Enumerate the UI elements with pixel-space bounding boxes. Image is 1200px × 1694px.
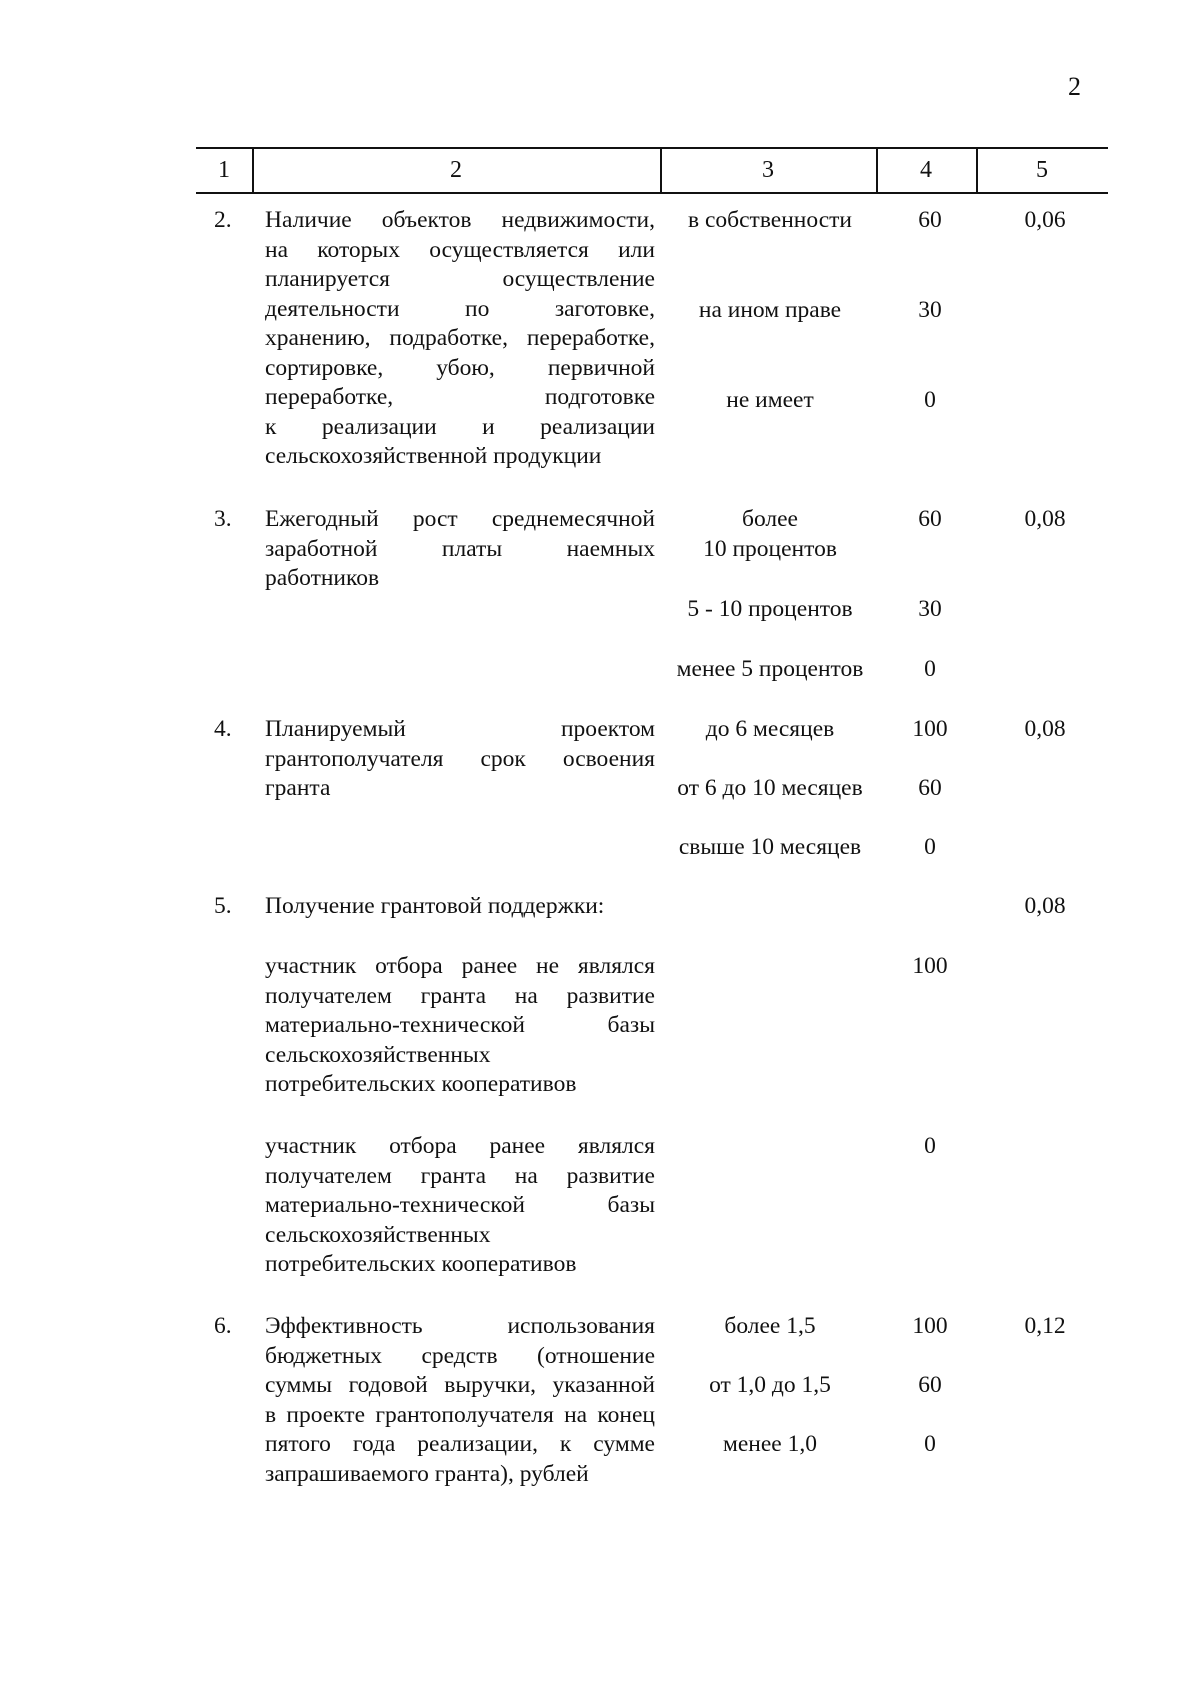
option-value: менее 1,0 <box>723 1431 817 1457</box>
criterion-text: Получение грантовой поддержки: <box>265 893 605 919</box>
header-cell-3: 3 <box>762 157 774 183</box>
row-number: 3. <box>214 506 232 532</box>
option-points: 60 <box>918 506 942 532</box>
weight-value: 0,08 <box>1024 506 1066 532</box>
option-points: 100 <box>912 953 948 979</box>
option-value: от 6 до 10 месяцев <box>677 775 863 801</box>
option-value: до 6 месяцев <box>705 716 835 742</box>
page-number: 2 <box>1068 72 1081 101</box>
option-points: 0 <box>924 834 936 860</box>
criterion-text: Ежегодный рост среднемесячной заработной платы наемных работников <box>265 506 655 591</box>
option-value: 5 - 10 процентов <box>687 596 853 622</box>
row-number: 2. <box>214 207 232 233</box>
criterion-text: Наличие объектов недвижимости, на которых осуществляется или планируется осуществление деятельности по заготовке, хранению, подработке, переработке, сортировке, убою, первичной переработке, подготовке к реализации и реализации сельскохозяйственной продукции <box>265 207 655 469</box>
option-value: более 1,5 <box>724 1313 816 1339</box>
option-points: 0 <box>924 387 936 413</box>
sub-option-text: участник отбора ранее не являлся получателем гранта на развитие материально-технической базы сельскохозяйственных потребительских кооперативов <box>265 953 655 1097</box>
option-value: менее 5 процентов <box>676 656 864 682</box>
option-points: 60 <box>918 1372 942 1398</box>
header-cell-4: 4 <box>920 157 932 183</box>
row-number: 5. <box>214 893 232 919</box>
option-value: от 1,0 до 1,5 <box>709 1372 831 1398</box>
option-points: 100 <box>912 716 948 742</box>
weight-value: 0,08 <box>1024 716 1066 742</box>
header-cell-1: 1 <box>218 157 230 183</box>
criterion-text: Планируемый проектом грантополучателя срок освоения гранта <box>265 716 655 801</box>
option-points: 30 <box>918 297 942 323</box>
option-points: 0 <box>924 1431 936 1457</box>
option-value: на ином праве <box>698 297 842 323</box>
option-points: 60 <box>918 207 942 233</box>
option-value: не имеет <box>726 387 814 413</box>
table-header <box>196 147 1108 194</box>
option-points: 100 <box>912 1313 948 1339</box>
header-cell-5: 5 <box>1036 157 1048 183</box>
row-number: 6. <box>214 1313 232 1339</box>
option-points: 0 <box>924 656 936 682</box>
weight-value: 0,08 <box>1024 893 1066 919</box>
option-value: свыше 10 месяцев <box>678 834 862 860</box>
option-points: 60 <box>918 775 942 801</box>
header-cell-2: 2 <box>450 157 462 183</box>
weight-value: 0,12 <box>1024 1313 1066 1339</box>
option-points: 0 <box>924 1133 936 1159</box>
row-number: 4. <box>214 716 232 742</box>
criterion-text: Эффективность использования бюджетных средств (отношение суммы годовой выручки, указанной в проекте грантополучателя на конец пятого года реализации, к сумме запрашиваемого гранта), рублей <box>265 1313 655 1487</box>
option-value: более 10 процентов <box>703 506 837 562</box>
option-points: 30 <box>918 596 942 622</box>
weight-value: 0,06 <box>1024 207 1066 233</box>
option-value: в собственности <box>688 207 852 233</box>
sub-option-text: участник отбора ранее являлся получателем гранта на развитие материально-технической базы сельскохозяйственных потребительских кооперативов <box>265 1133 655 1277</box>
